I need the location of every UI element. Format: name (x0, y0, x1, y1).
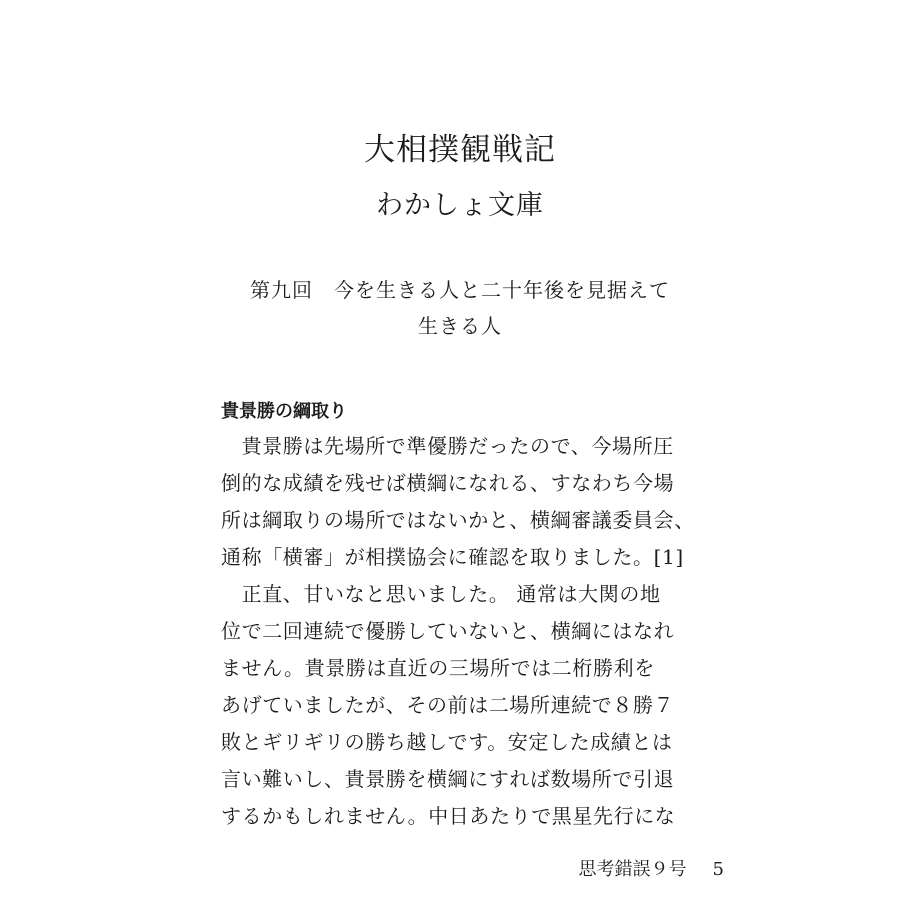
body-line: 位で二回連続で優勝していないと、横綱にはなれ (221, 619, 675, 643)
body-line: 正直、甘いなと思いました。 通常は大関の地 (221, 582, 661, 606)
body-line: 敗とギリギリの勝ち越しです。安定した成績とは (221, 730, 673, 754)
body-line: 倒的な成績を残せば横綱になれる、すなわち今場 (221, 471, 675, 495)
chapter-heading-line-2: 生きる人 (418, 314, 502, 338)
page-title: 大相撲観戦記 (364, 132, 556, 168)
author-name: わかしょ文庫 (376, 190, 544, 221)
body-line: 所は綱取りの場所ではないかと、横綱審議委員会、 (221, 508, 695, 532)
body-text (221, 428, 721, 835)
body-line: 通称「横審」が相撲協会に確認を取りました。[1] (221, 545, 684, 569)
body-line: するかもしれません。中日あたりで黒星先行にな (221, 804, 676, 828)
body-line: ません。貴景勝は直近の三場所では二桁勝利を (221, 656, 655, 680)
body-line: 言い難いし、貴景勝を横綱にすれば数場所で引退 (221, 767, 675, 791)
body-line: あげていましたが、その前は二場所連続で８勝７ (221, 693, 675, 717)
chapter-heading-line-1: 第九回 今を生きる人と二十年後を見据えて (250, 278, 670, 302)
section-heading: 貴景勝の綱取り (221, 401, 347, 422)
page-footer (579, 856, 724, 884)
body-line: 貴景勝は先場所で準優勝だったので、今場所圧 (221, 434, 674, 458)
chapter-heading (0, 272, 920, 344)
publication-name: 思考錯誤９号 (578, 859, 687, 880)
page-number: 5 (712, 859, 724, 880)
